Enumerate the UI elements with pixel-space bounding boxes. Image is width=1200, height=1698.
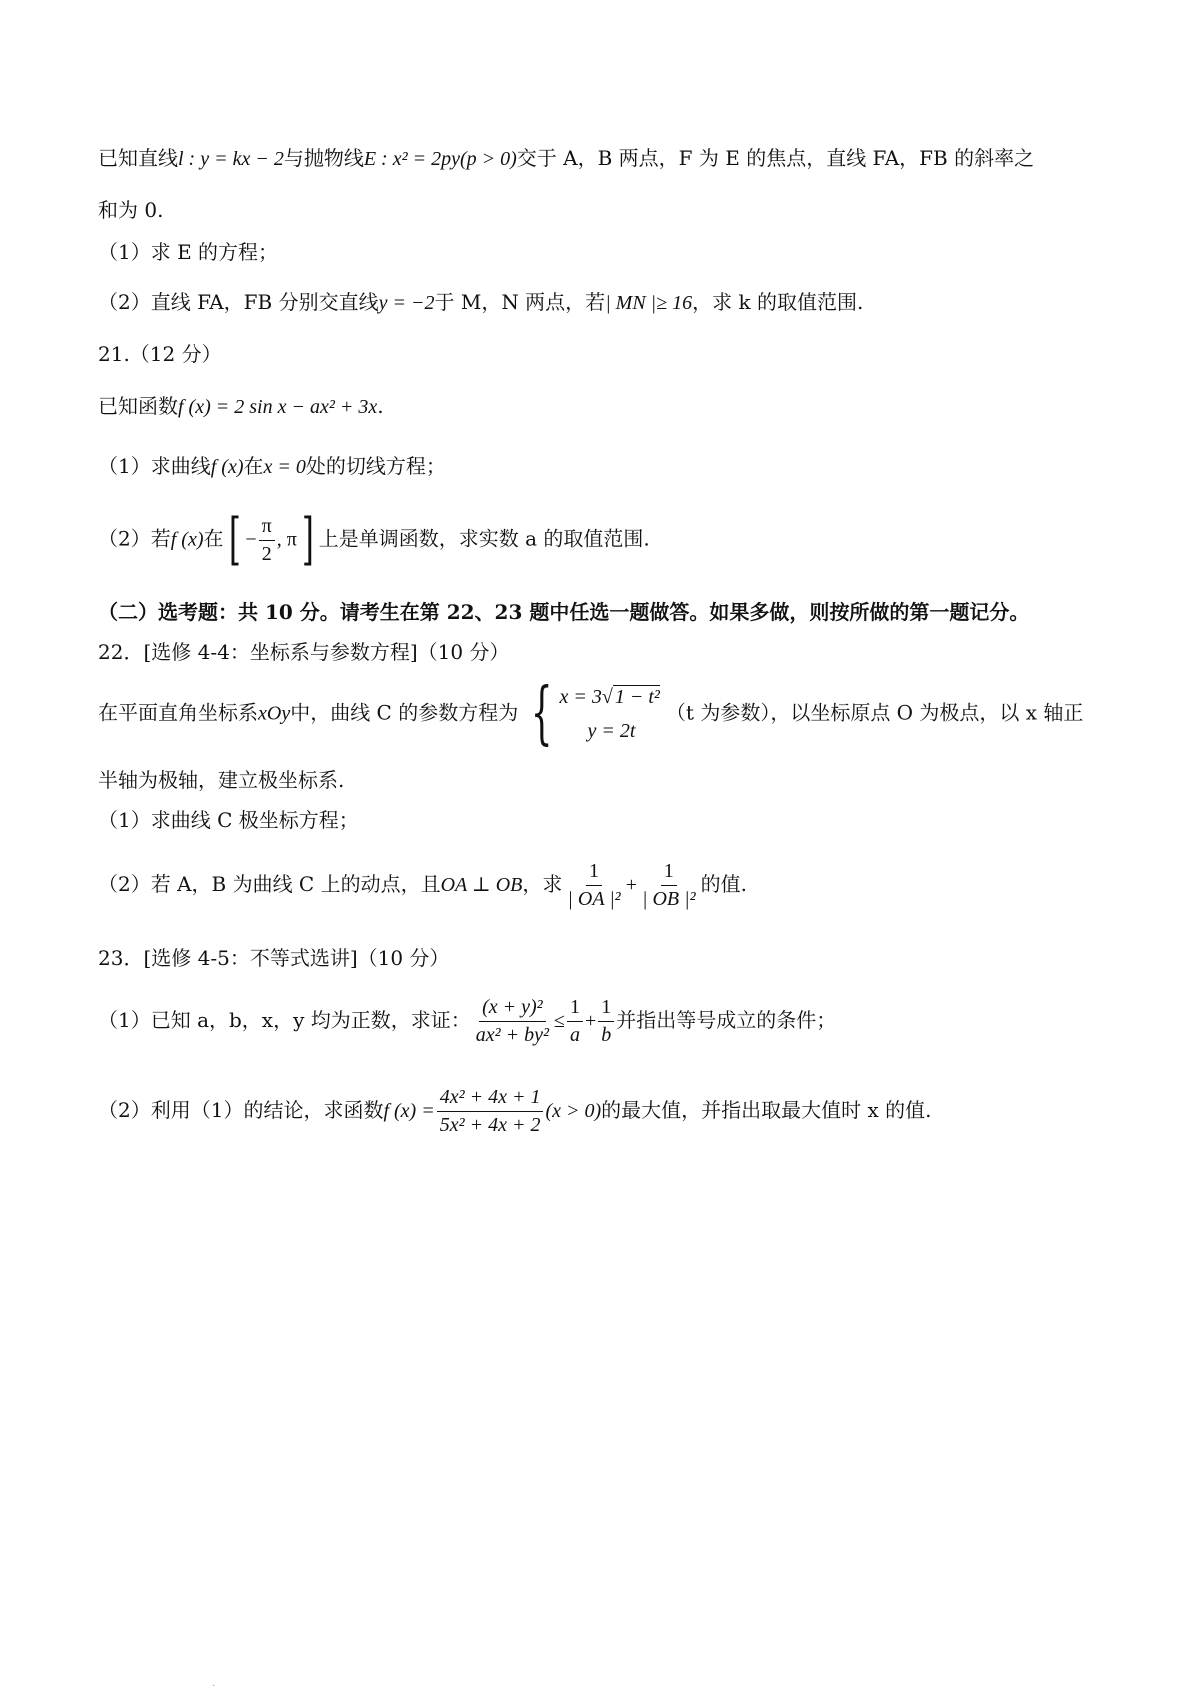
function: f (x) xyxy=(210,456,244,478)
q21-heading xyxy=(98,342,1140,366)
denominator: a xyxy=(569,1024,580,1046)
text: 于 M，N 两点，若 xyxy=(434,290,606,314)
text: 半轴为极轴，建立极坐标系. xyxy=(98,768,345,792)
text: （2）若 xyxy=(98,526,171,551)
leq: ≤ xyxy=(554,1010,565,1032)
question-heading: 21.（12 分） xyxy=(98,342,222,366)
text: 上是单调函数，求实数 a 的取值范围. xyxy=(318,526,650,551)
system-row-x: x = 3√ 1 − t² xyxy=(559,686,660,708)
text: 在 xyxy=(203,526,224,551)
denominator: 5x² + 4x + 2 xyxy=(439,1114,541,1136)
line-equation: l : y = kx − 2 xyxy=(178,148,284,170)
q20-stem-line1 xyxy=(98,146,1140,171)
text: ，求 xyxy=(522,872,563,896)
interval-end: , π xyxy=(276,528,297,551)
text: 与抛物线 xyxy=(283,146,364,170)
numerator: 1 xyxy=(586,860,602,886)
equation: x = 0 xyxy=(263,456,306,478)
parabola-equation: E : x² = 2py(p > 0) xyxy=(363,148,517,170)
text: 并指出等号成立的条件； xyxy=(616,1008,837,1032)
q22-part1 xyxy=(98,808,1140,832)
text: （1）求曲线 C 极坐标方程； xyxy=(98,808,359,832)
q21-stem xyxy=(98,394,1140,419)
text: 已知函数 xyxy=(98,394,178,418)
q22-part2 xyxy=(98,860,1140,911)
denominator: 2 xyxy=(261,542,272,565)
denominator: | OA |² xyxy=(567,888,621,910)
text: 的值. xyxy=(700,872,747,896)
fraction xyxy=(473,996,552,1047)
text: 处的切线方程； xyxy=(305,454,446,478)
section-heading xyxy=(98,600,1140,624)
question-heading: 22．[选修 4-4：坐标系与参数方程]（10 分） xyxy=(98,640,510,664)
q20-part2 xyxy=(98,290,1140,315)
equation: y = −2 xyxy=(378,292,435,314)
bracket-right: ] xyxy=(301,507,314,572)
numerator: 4x² + 4x + 1 xyxy=(437,1086,544,1112)
q22-stem-line2 xyxy=(98,768,1140,792)
q21-part2 xyxy=(98,507,1140,572)
condition: | MN |≥ 16 xyxy=(605,292,693,314)
fraction xyxy=(639,860,699,911)
text: （2）若 A，B 为曲线 C 上的动点，且 xyxy=(98,872,441,896)
text: （t 为参数），以坐标原点 O 为极点，以 x 轴正 xyxy=(665,700,1084,725)
denominator: ax² + by² xyxy=(475,1024,549,1046)
numerator: 1 xyxy=(661,860,677,886)
fraction xyxy=(567,996,583,1047)
parametric-system xyxy=(520,674,660,753)
function: f (x) = xyxy=(383,1100,435,1122)
text: （2）利用（1）的结论，求函数 xyxy=(98,1098,384,1122)
numerator: 1 xyxy=(567,996,583,1022)
text: 和为 0. xyxy=(98,198,164,222)
fraction xyxy=(437,1086,544,1137)
q20-stem-line2 xyxy=(98,198,1140,222)
plus: + xyxy=(584,1010,597,1032)
coord-system: xOy xyxy=(258,702,291,725)
q21-part1 xyxy=(98,454,1140,479)
text: （1）求曲线 xyxy=(98,454,211,478)
plus: + xyxy=(625,874,637,896)
denominator: b xyxy=(601,1024,612,1046)
q23-heading xyxy=(98,946,1140,970)
q20-part1 xyxy=(98,240,1140,264)
fraction xyxy=(564,860,623,911)
bracket-left: [ xyxy=(228,507,241,572)
q22-stem-line1 xyxy=(98,674,1140,753)
brace: { xyxy=(531,674,553,753)
q22-heading xyxy=(98,640,1140,664)
text: 在平面直角坐标系 xyxy=(98,700,258,725)
q23-part1 xyxy=(98,996,1140,1047)
numerator: 1 xyxy=(598,996,614,1022)
numerator: (x + y)² xyxy=(479,996,546,1022)
radicand: 1 − t² xyxy=(614,686,660,708)
function: f (x) xyxy=(170,528,204,551)
text: 已知直线 xyxy=(98,146,178,170)
numerator: π xyxy=(259,515,275,541)
system-rows xyxy=(560,685,660,743)
denominator: | OB |² xyxy=(641,888,696,910)
text: 在 xyxy=(243,454,264,478)
perpendicular: OA ⊥ OB xyxy=(440,874,523,896)
fraction xyxy=(259,515,275,566)
text: ，求 k 的取值范围. xyxy=(692,290,864,314)
text: （1）求 E 的方程； xyxy=(98,240,279,264)
text: 交于 A，B 两点，F 为 E 的焦点，直线 FA，FB 的斜率之 xyxy=(516,146,1035,170)
text: （2）直线 FA，FB 分别交直线 xyxy=(98,290,379,314)
text: （1）已知 a，b，x，y 均为正数，求证： xyxy=(98,1008,471,1032)
condition: (x > 0) xyxy=(545,1100,602,1122)
function-def: f (x) = 2 sin x − ax² + 3x xyxy=(178,396,378,418)
text: 中，曲线 C 的参数方程为 xyxy=(290,700,519,725)
text: x = 3 xyxy=(559,686,602,708)
fraction xyxy=(598,996,614,1047)
text: . xyxy=(377,394,384,418)
system-row-y: y = 2t xyxy=(587,720,636,742)
text: （二）选考题：共 10 分。请考生在第 22、23 题中任选一题做答。如果多做，则按所做的第一题记分。 xyxy=(98,600,1030,624)
question-heading: 23．[选修 4-5：不等式选讲]（10 分） xyxy=(98,946,450,970)
footer-mark: . xyxy=(212,1678,216,1689)
minus: − xyxy=(245,528,257,551)
q23-part2 xyxy=(98,1086,1140,1137)
text: 的最大值，并指出取最大值时 x 的值. xyxy=(601,1098,932,1122)
